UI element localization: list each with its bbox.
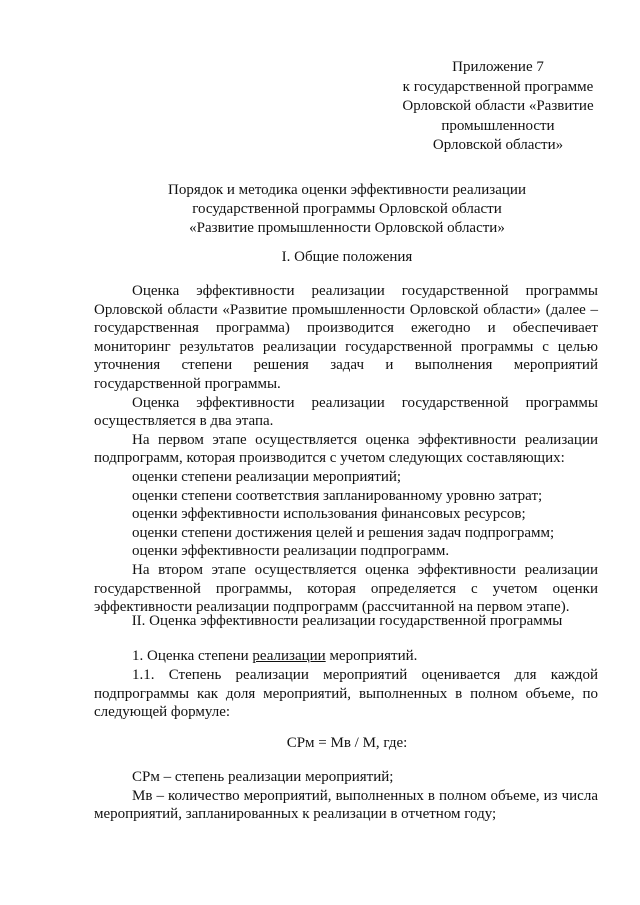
section-1-body [94, 282, 598, 617]
document-title [40, 181, 640, 238]
list-item: оценки эффективности реализации подпрограмм. [132, 543, 450, 560]
appendix-line: к государственной программе [402, 78, 594, 95]
section-2-heading: II. Оценка эффективности реализации государственной программы [131, 613, 563, 629]
list-item: оценки степени соответствия запланированному уровню затрат; [132, 487, 543, 504]
list-item: оценки эффективности использования финансовых ресурсов; [132, 506, 526, 523]
appendix-note [378, 58, 618, 156]
appendix-line: Орловской области «Развитие [402, 98, 594, 114]
section-2-body [94, 666, 598, 722]
subsection-heading-underlined: реализации [252, 648, 326, 664]
subsection-heading-prefix: 1. Оценка степени [132, 648, 253, 664]
formula: СРм = Мв / М, где: [286, 735, 408, 751]
section-1-heading: I. Общие положения [281, 249, 413, 265]
paragraph: На втором этапе осуществляется оценка эффективности реализации государственной программы, которая определяется с учетом оценки эффективности реализации подпрограмм (рассчитанной на первом этапе). [94, 561, 598, 616]
appendix-line: промышленности [441, 117, 555, 134]
list-item: оценки степени достижения целей и решения задач подпрограмм; [132, 524, 555, 541]
title-line: Порядок и методика оценки эффективности реализации [168, 182, 526, 198]
subsection-heading [132, 647, 417, 666]
appendix-line: Орловской области» [432, 137, 564, 153]
paragraph: 1.1. Степень реализации мероприятий оценивается для каждой подпрограммы как доля мероприятий, выполненных в полном объеме, по следующей формуле: [94, 667, 598, 721]
paragraph: Оценка эффективности реализации государственной программы Орловской области «Развитие промышленности Орловской области» (далее – государственная программа) производится ежегодно и обеспечивает мониторинг результатов реализации государственной программы с целью уточнения степени решения задач и выполнения мероприятий государственной программы. [94, 283, 598, 392]
title-line: «Развитие промышленности Орловской области» [189, 220, 505, 236]
appendix-line: Приложение 7 [452, 59, 544, 75]
paragraph: На первом этапе осуществляется оценка эффективности реализации подпрограмм, которая производится с учетом следующих составляющих: [94, 431, 598, 467]
subsection-heading-suffix: мероприятий. [325, 648, 418, 664]
list-item: оценки степени реализации мероприятий; [132, 468, 402, 485]
definition: СРм – степень реализации мероприятий; [132, 769, 394, 785]
title-line: государственной программы Орловской области [192, 201, 502, 217]
paragraph: Оценка эффективности реализации государственной программы осуществляется в два этапа. [94, 394, 598, 430]
formula-definitions [94, 768, 598, 824]
definition: Мв – количество мероприятий, выполненных в полном объеме, из числа мероприятий, запланированных к реализации в отчетном году; [94, 787, 598, 823]
